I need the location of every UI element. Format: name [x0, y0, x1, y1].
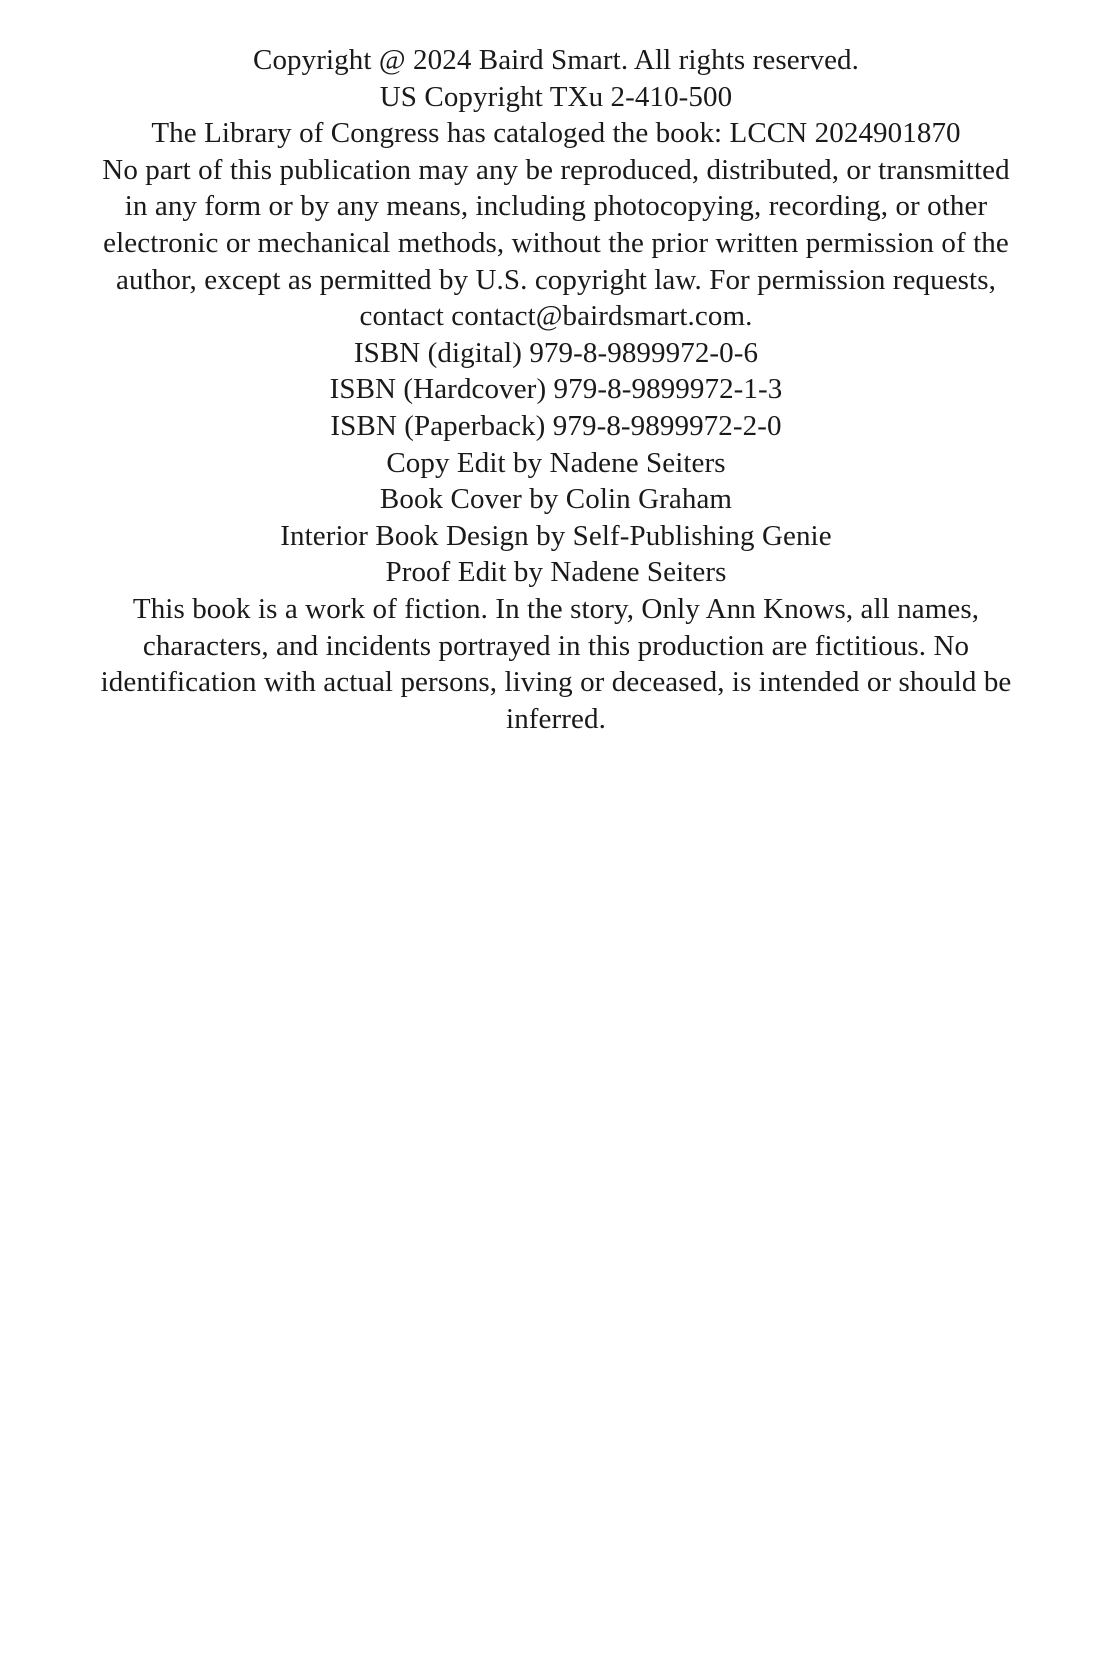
copyright-line: Copyright @ 2024 Baird Smart. All rights reserved. [253, 44, 859, 76]
copy-edit-credit: Copy Edit by Nadene Seiters [386, 446, 726, 479]
book-cover-credit: Book Cover by Colin Graham [379, 483, 733, 516]
rights-notice: No part of this publication may any be reproduced, distributed, or transmitted in any form or by any means, including photocopying, recording, or other electronic or mechanical methods, without the prior written permission of the author, except as permitted by U.S. copyright law. For permission requests, contact contact@bairdsmart.com. [102, 153, 1010, 333]
proof-edit-credit: Proof Edit by Nadene Seiters [385, 556, 727, 589]
isbn-digital: ISBN (digital) 979-8-9899972-0-6 [353, 336, 759, 369]
library-of-congress-notice: The Library of Congress has cataloged the book: LCCN 2024901870 [151, 117, 961, 150]
us-copyright-registration: US Copyright TXu 2-410-500 [379, 80, 733, 113]
isbn-paperback: ISBN (Paperback) 979-8-9899972-2-0 [330, 409, 782, 442]
isbn-hardcover: ISBN (Hardcover) 979-8-9899972-1-3 [329, 373, 783, 406]
copyright-block [96, 42, 1016, 737]
fiction-disclaimer: This book is a work of fiction. In the story, Only Ann Knows, all names, characters, and incidents portrayed in this production are fictitious. No identification with actual persons, living or deceased, is intended or should be inferred. [100, 592, 1012, 735]
interior-design-credit: Interior Book Design by Self-Publishing Genie [280, 519, 832, 552]
